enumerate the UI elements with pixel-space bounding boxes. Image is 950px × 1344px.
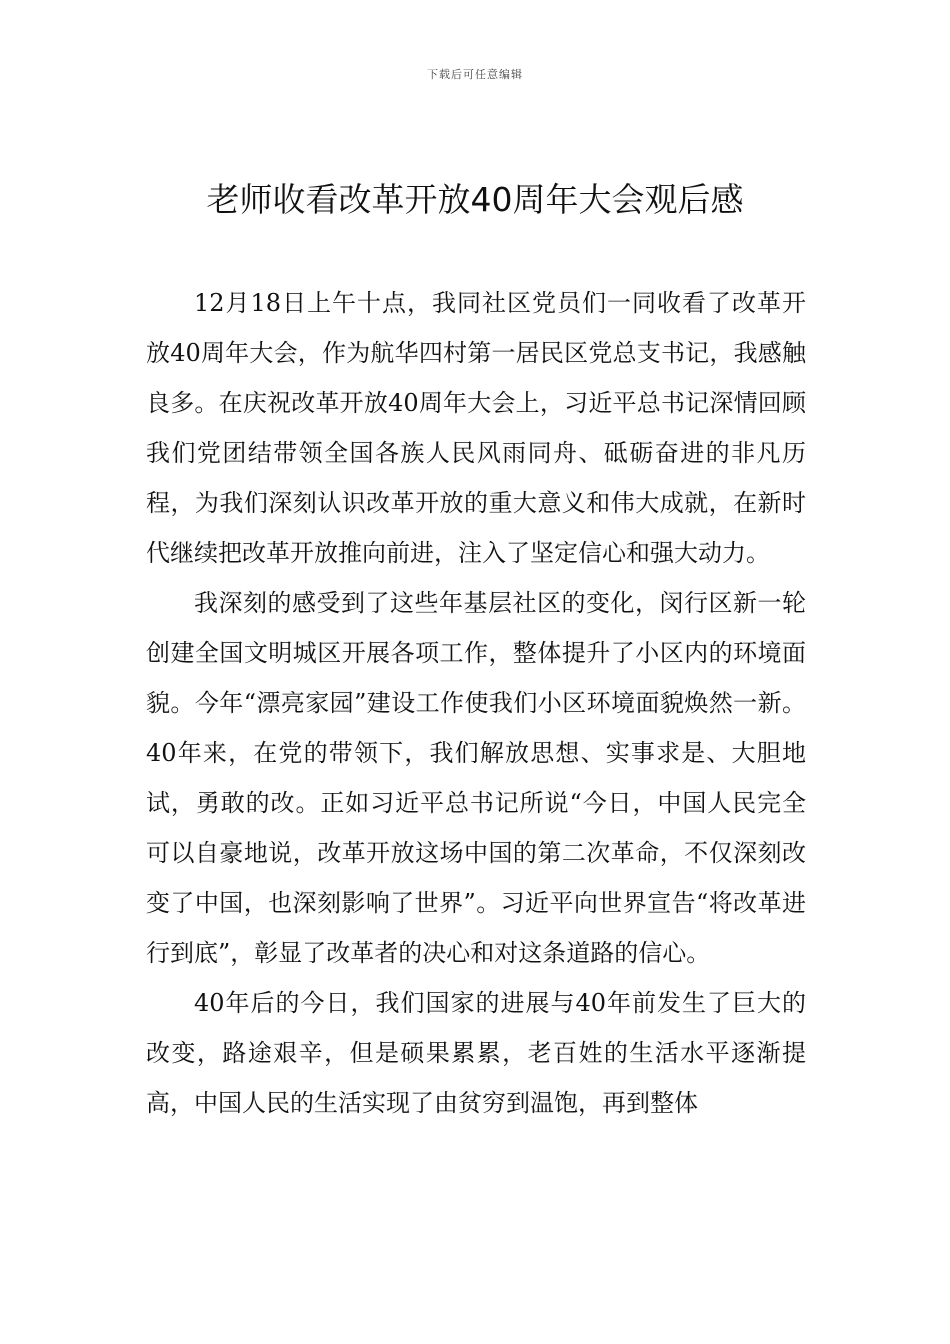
- header-note: 下载后可任意编辑: [427, 68, 523, 81]
- document-body: [146, 278, 806, 1128]
- paragraph-2: 我深刻的感受到了这些年基层社区的变化，闵行区新一轮创建全国文明城区开展各项工作，整体提升了小区内的环境面貌。今年“漂亮家园”建设工作使我们小区环境面貌焕然一新。40年来，在党的带领下，我们解放思想、实事求是、大胆地试，勇敢的改。正如习近平总书记所说“今日，中国人民完全可以自豪地说，改革开放这场中国的第二次革命，不仅深刻改变了中国，也深刻影响了世界”。习近平向世界宣告“将改革进行到底”，彰显了改革者的决心和对这条道路的信心。: [146, 589, 806, 967]
- paragraph-1: 12月18日上午十点，我同社区党员们一同收看了改革开放40周年大会，作为航华四村第一居民区党总支书记，我感触良多。在庆祝改革开放40周年大会上，习近平总书记深情回顾我们党团结带领全国各族人民风雨同舟、砥砺奋进的非凡历程，为我们深刻认识改革开放的重大意义和伟大成就，在新时代继续把改革开放推向前进，注入了坚定信心和强大动力。: [146, 289, 806, 567]
- document-title: 老师收看改革开放40周年大会观后感: [206, 180, 744, 219]
- paragraph-3: 40年后的今日，我们国家的进展与40年前发生了巨大的改变，路途艰辛，但是硕果累累，老百姓的生活水平逐渐提高，中国人民的生活实现了由贫穷到温饱，再到整体: [146, 989, 806, 1117]
